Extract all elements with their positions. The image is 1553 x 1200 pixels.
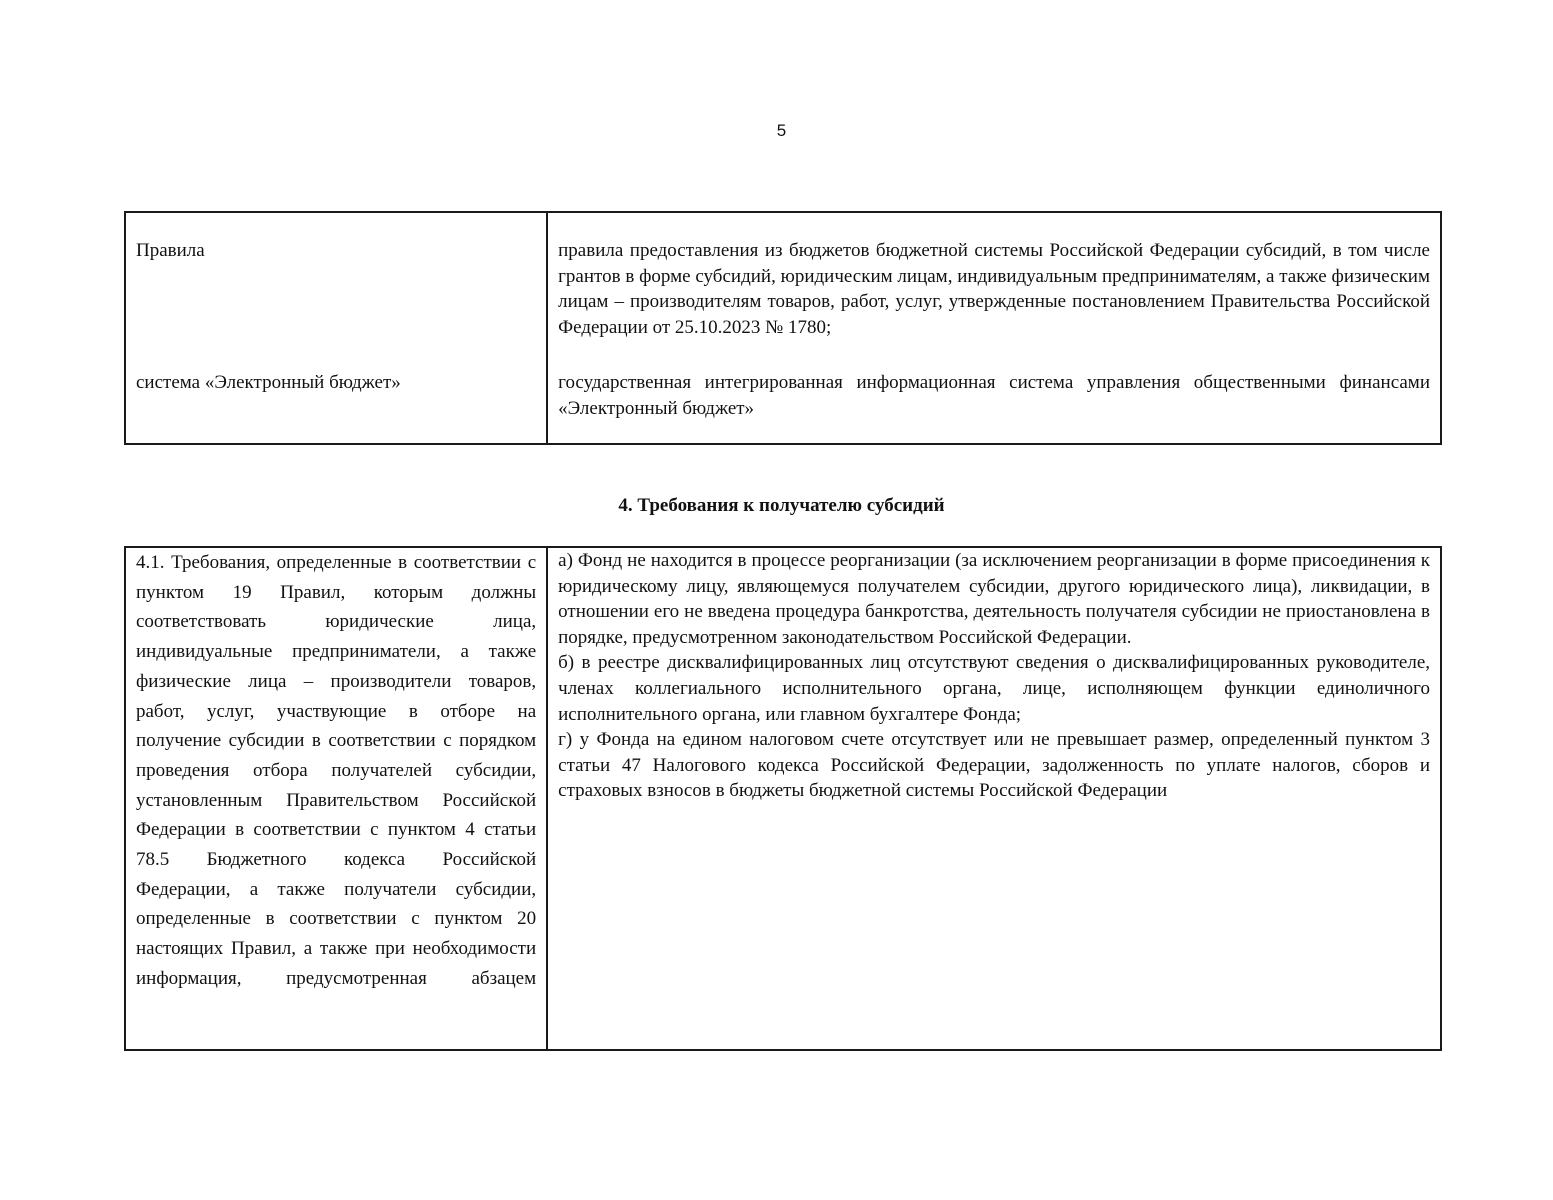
term-cell <box>125 212 547 370</box>
term-text: система «Электронный бюджет» <box>136 372 401 394</box>
requirements-table <box>124 546 1442 1051</box>
definition-cell <box>547 212 1441 370</box>
condition-item: г) у Фонда на едином налоговом счете отсутствует или не превышает размер, определенный пунктом 3 статьи 47 Налогового кодекса Российской Федерации, задолженность по уплате налогов, сборов и страховых взносов в бюджеты бюджетной системы Российской Федерации <box>558 729 1430 802</box>
term-text: Правила <box>136 240 205 261</box>
term-cell <box>125 370 547 443</box>
definition-cell <box>547 370 1441 443</box>
page-number: 5 <box>776 121 787 140</box>
section-heading: 4. Требования к получателю субсидий <box>618 495 945 516</box>
requirement-description-cell <box>125 547 547 1050</box>
condition-item: а) Фонд не находится в процессе реорганизации (за исключением реорганизации в форме присоединения к юридическому лицу, являющемуся получателем субсидии, другого юридического лица), ликвидации, в отношении его не введена процедура банкротства, деятельность получателя субсидии не приостановлена в порядке, предусмотренном законодательством Российской Федерации. <box>558 550 1430 648</box>
requirement-description-text: 4.1. Требования, определенные в соответствии с пунктом 19 Правил, которым должны соответствовать юридические лица, индивидуальные предприниматели, а также физические лица – производители товаров, работ, услуг, участвующие в отборе на получение субсидии в соответствии с порядком проведения отбора получателей субсидии, установленным Правительством Российской Федерации в соответствии с пунктом 4 статьи 78.5 Бюджетного кодекса Российской Федерации, а также получатели субсидии, определенные в соответствии с пунктом 20 настоящих Правил, а также при необходимости информация, предусмотренная абзацем <box>136 552 537 989</box>
definitions-table <box>124 211 1442 445</box>
table-row <box>125 212 1441 370</box>
definition-text: правила предоставления из бюджетов бюджетной системы Российской Федерации субсидий, в том числе грантов в форме субсидий, юридическим лицам, индивидуальным предпринимателям, а также физическим лицам – производителям товаров, работ, услуг, утвержденные постановлением Правительства Российской Федерации от 25.10.2023 № 1780; <box>558 240 1430 338</box>
definition-text: государственная интегрированная информационная система управления общественными финансами «Электронный бюджет» <box>558 372 1430 419</box>
condition-item: б) в реестре дисквалифицированных лиц отсутствуют сведения о дисквалифицированных руководителе, членах коллегиального исполнительного органа, лице, исполняющем функции единоличного исполнительного органа, или главном бухгалтере Фонда; <box>558 652 1430 725</box>
requirement-conditions-cell <box>547 547 1441 1050</box>
table-row <box>125 370 1441 443</box>
table-row <box>125 547 1441 1050</box>
